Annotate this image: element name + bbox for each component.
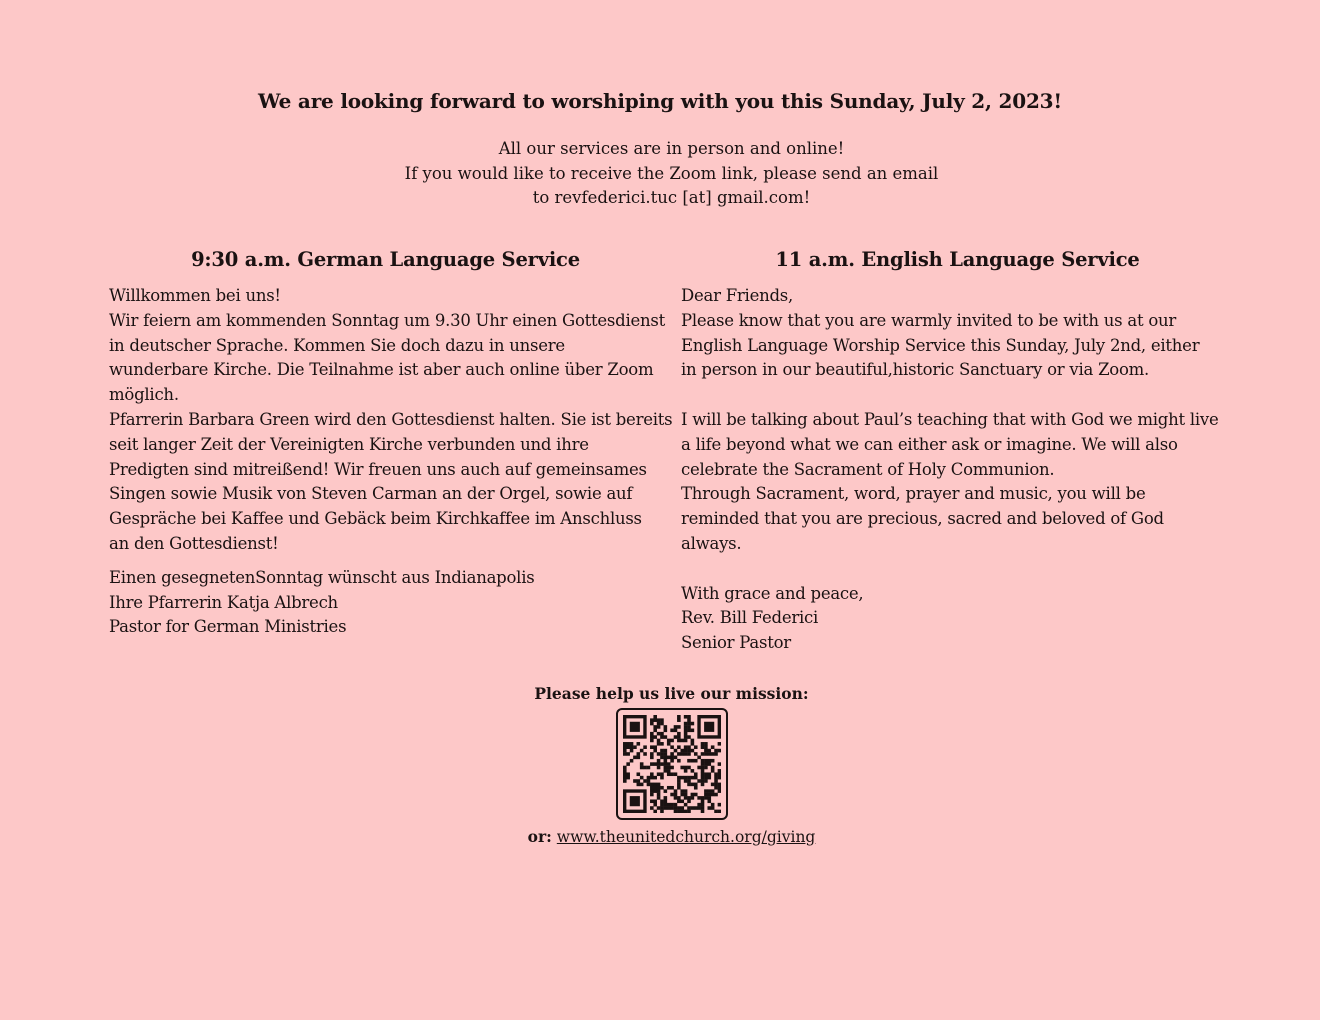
german-line: Pfarrerin Barbara Green wird den Gottesdienst halten. Sie ist bereits — [109, 409, 673, 429]
english-line: celebrate the Sacrament of Holy Communion. — [681, 459, 1055, 479]
english-line: I will be talking about Paul’s teaching that with God we might live — [681, 409, 1219, 429]
english-service-body — [681, 284, 1241, 656]
mission-label: Please help us live our mission: — [534, 684, 809, 703]
english-line: English Language Worship Service this Sunday, July 2nd, either — [681, 335, 1200, 355]
english-line: in person in our beautiful,historic Sanctuary or via Zoom. — [681, 360, 1150, 380]
german-closing-line: Pastor for German Ministries — [109, 617, 347, 637]
giving-line — [0, 826, 1320, 848]
giving-prefix: or: — [527, 827, 552, 846]
german-line: Gespräche bei Kaffee und Gebäck beim Kirchkaffee im Anschluss — [109, 509, 642, 529]
english-line: Please know that you are warmly invited to be with us at our — [681, 310, 1177, 330]
english-closing-line: Senior Pastor — [681, 633, 791, 653]
mission-section — [0, 683, 1320, 848]
english-line: a life beyond what we can either ask or imagine. We will also — [681, 434, 1178, 454]
german-line: Predigten sind mitreißend! Wir freuen uns auch auf gemeinsames — [109, 459, 647, 479]
english-line: Dear Friends, — [681, 286, 793, 305]
german-line: Wir feiern am kommenden Sonntag um 9.30 Uhr einen Gottesdienst — [109, 310, 665, 330]
intro-line: If you would like to receive the Zoom link, please send an email — [404, 163, 939, 183]
intro-line: to revfederici.tuc [at] gmail.com! — [532, 188, 811, 208]
german-line: Singen sowie Musik von Steven Carman an der Orgel, sowie auf — [109, 484, 633, 504]
german-line: möglich. — [109, 385, 179, 405]
english-line: always. — [681, 533, 742, 553]
german-service-heading: 9:30 a.m. German Language Service — [191, 248, 580, 271]
german-service-body — [109, 284, 673, 640]
german-line: an den Gottesdienst! — [109, 533, 279, 553]
german-closing-line: Einen gesegnetenSonntag wünscht aus Indianapolis — [109, 567, 535, 587]
english-line: reminded that you are precious, sacred and beloved of God — [681, 509, 1164, 529]
german-closing-line: Ihre Pfarrerin Katja Albrech — [109, 592, 338, 612]
qr-code-icon[interactable] — [616, 708, 728, 820]
english-service-column — [681, 246, 1241, 656]
german-line: seit langer Zeit der Vereinigten Kirche verbunden und ihre — [109, 434, 589, 454]
english-service-heading: 11 a.m. English Language Service — [775, 248, 1140, 271]
german-line: Willkommen bei uns! — [109, 286, 281, 305]
english-line: Through Sacrament, word, prayer and music, you will be — [681, 484, 1146, 504]
intro-line: All our services are in person and online! — [498, 139, 845, 158]
page-title: We are looking forward to worshiping with you this Sunday, July 2, 2023! — [258, 89, 1062, 113]
english-closing-line: Rev. Bill Federici — [681, 608, 819, 628]
german-line: in deutscher Sprache. Kommen Sie doch dazu in unsere — [109, 335, 565, 355]
german-service-column — [109, 246, 673, 640]
giving-link[interactable]: www.theunitedchurch.org/giving — [556, 828, 816, 846]
intro-text — [0, 137, 1320, 211]
german-line: wunderbare Kirche. Die Teilnahme ist aber auch online über Zoom — [109, 360, 654, 380]
english-closing-line: With grace and peace, — [681, 583, 864, 603]
